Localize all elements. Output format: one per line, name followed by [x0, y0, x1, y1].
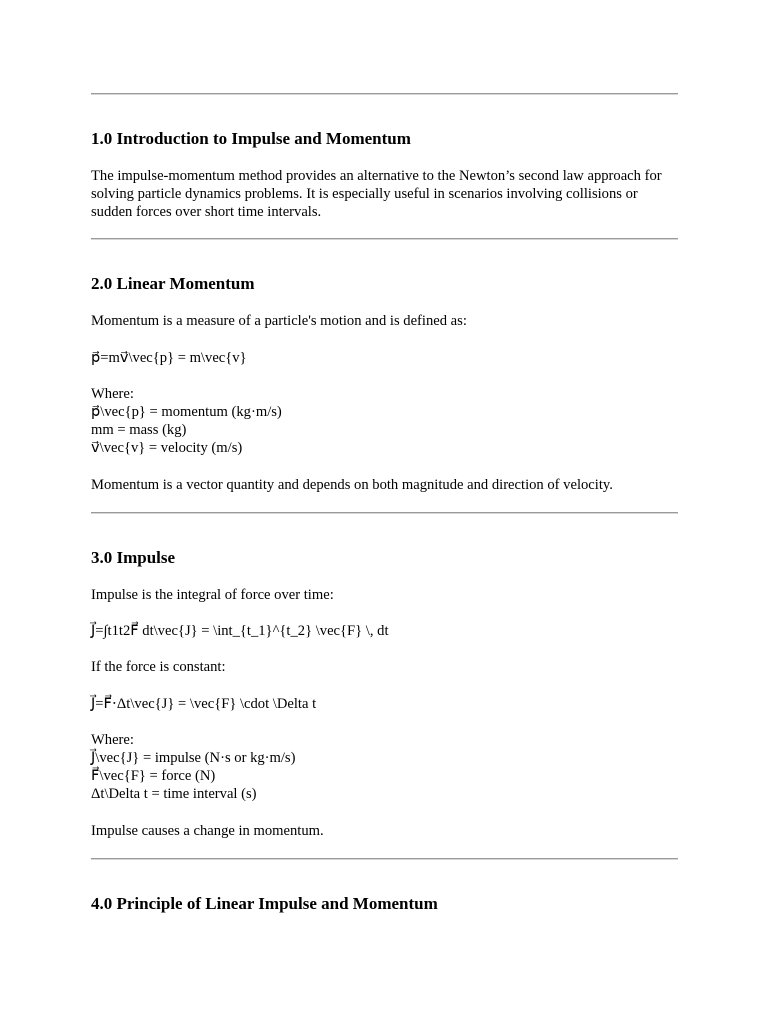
where-list — [91, 385, 678, 457]
section-heading: 3.0 Impulse — [91, 548, 176, 567]
horizontal-rule — [91, 512, 678, 514]
where-label: Where: — [91, 732, 134, 748]
where-list — [91, 731, 678, 803]
where-item: Δt\Delta t = time interval (s) — [91, 786, 257, 802]
equation: p⃗=mv⃗\vec{p} = m\vec{v} — [91, 350, 247, 366]
paragraph: If the force is constant: — [91, 659, 226, 675]
equation: J⃗=F⃗⋅Δt\vec{J} = \vec{F} \cdot \Delta t — [91, 696, 317, 712]
where-item: J⃗\vec{J} = impulse (N·s or kg·m/s) — [91, 750, 296, 766]
section-heading: 4.0 Principle of Linear Impulse and Momentum — [91, 894, 438, 913]
where-item: v⃗\vec{v} = velocity (m/s) — [91, 440, 243, 456]
paragraph: Impulse causes a change in momentum. — [91, 823, 324, 839]
section-heading: 1.0 Introduction to Impulse and Momentum — [91, 129, 411, 148]
section-heading: 2.0 Linear Momentum — [91, 274, 255, 293]
equation: J⃗=∫t1t2F⃗ dt\vec{J} = \int_{t_1}^{t_2} \vec{F} \, dt — [91, 623, 389, 639]
horizontal-rule — [91, 858, 678, 860]
where-item: p⃗\vec{p} = momentum (kg·m/s) — [91, 404, 282, 420]
paragraph: Momentum is a vector quantity and depends on both magnitude and direction of velocity. — [91, 477, 613, 493]
paragraph: Impulse is the integral of force over time: — [91, 587, 334, 603]
where-item: F⃗\vec{F} = force (N) — [91, 768, 216, 784]
where-label: Where: — [91, 386, 134, 402]
horizontal-rule — [91, 238, 678, 240]
paragraph: The impulse-momentum method provides an alternative to the Newton’s second law approach for solving particle dynamics problems. It is especially useful in scenarios involving collisions or sudden forces over short time intervals. — [91, 168, 662, 220]
horizontal-rule — [91, 93, 678, 95]
paragraph: Momentum is a measure of a particle's motion and is defined as: — [91, 313, 467, 329]
where-item: mm = mass (kg) — [91, 422, 187, 438]
